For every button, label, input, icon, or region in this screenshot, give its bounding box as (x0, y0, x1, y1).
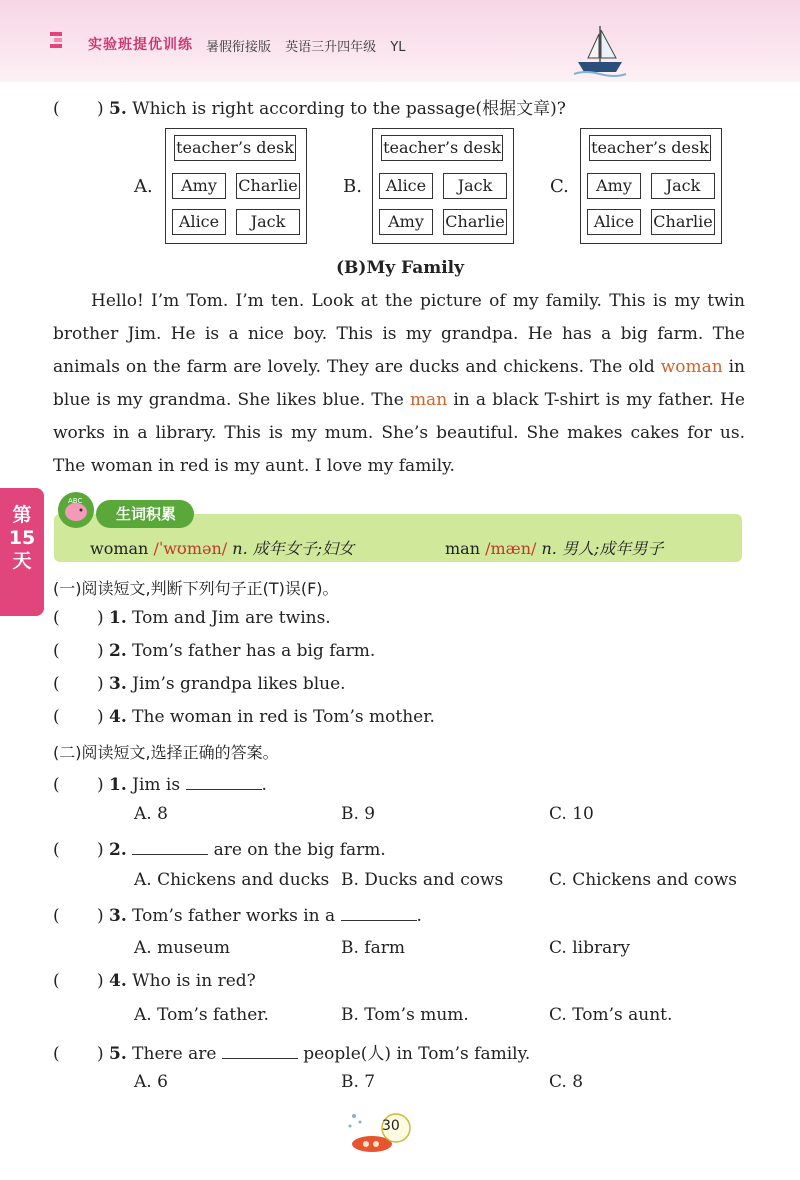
teacher-desk: teacher’s desk (381, 135, 503, 161)
seat-diagram-b[interactable] (372, 128, 514, 244)
tf-question-4: ( ) 4. The woman in red is Tom’s mother. (53, 707, 435, 727)
answer-blank[interactable]: ( ) (53, 906, 104, 926)
option-b-letter: B. (343, 176, 362, 197)
edition-label: 暑假衔接版 (206, 40, 272, 55)
seat: Alice (379, 173, 433, 199)
seat-diagram-c[interactable] (580, 128, 722, 244)
page-number: 30 (382, 1118, 400, 1134)
teacher-desk: teacher’s desk (589, 135, 711, 161)
answer-blank[interactable]: ( ) (53, 641, 104, 661)
option-a-letter: A. (134, 176, 153, 197)
submarine-icon (340, 1108, 420, 1158)
section-1-heading: (一)阅读短文,判断下列句子正(T)误(F)。 (53, 579, 339, 598)
day-tab-line1: 第 (12, 504, 32, 526)
seat: Jack (651, 173, 715, 199)
passage-title: (B)My Family (335, 258, 464, 278)
fill-blank[interactable] (222, 1042, 298, 1059)
subject-label: 英语三升四年级 (285, 40, 377, 55)
svg-text:ABC: ABC (68, 497, 83, 505)
day-tab-line2: 15 (8, 527, 36, 549)
fill-blank[interactable] (341, 904, 417, 921)
mc-question-2: ( ) 2. are on the big farm. (53, 840, 386, 860)
answer-blank[interactable]: ( ) (53, 707, 104, 727)
seat: Amy (172, 173, 226, 199)
mc2-option-c[interactable]: C. Chickens and cows (549, 870, 737, 890)
answer-blank[interactable]: ( ) (53, 608, 104, 628)
tf-question-1: ( ) 1. Tom and Jim are twins. (53, 608, 331, 628)
mc3-option-a[interactable]: A. museum (134, 938, 231, 958)
mc-question-3: ( ) 3. Tom’s father works in a . (53, 906, 422, 926)
fill-blank[interactable] (132, 838, 208, 855)
page-header (0, 0, 800, 82)
day-tab (0, 488, 44, 616)
seat: Charlie (651, 209, 715, 235)
day-tab-line3: 天 (12, 550, 32, 572)
answer-blank[interactable]: ( ) (53, 1044, 104, 1064)
answer-blank[interactable]: ( ) (53, 775, 104, 795)
mc5-option-b[interactable]: B. 7 (341, 1072, 376, 1092)
seat: Amy (379, 209, 433, 235)
code-label: YL (390, 40, 406, 55)
seat: Jack (443, 173, 507, 199)
mc3-option-c[interactable]: C. library (549, 938, 630, 958)
seat-diagram-a[interactable] (165, 128, 307, 244)
seat: Alice (587, 209, 641, 235)
sailboat-icon (570, 22, 630, 78)
vocab-label: 生词积累 (96, 500, 194, 528)
seat: Charlie (236, 173, 300, 199)
mc4-option-b[interactable]: B. Tom’s mum. (341, 1005, 469, 1025)
option-c-letter: C. (550, 176, 569, 197)
answer-blank[interactable]: ( ) (53, 99, 104, 119)
series-title: 实验班提优训练 (88, 37, 193, 53)
mc3-option-b[interactable]: B. farm (341, 938, 405, 958)
answer-blank[interactable]: ( ) (53, 840, 104, 860)
mc5-option-a[interactable]: A. 6 (134, 1072, 168, 1092)
mc-question-5: ( ) 5. There are people(人) in Tom’s family. (53, 1044, 531, 1064)
mc4-option-c[interactable]: C. Tom’s aunt. (549, 1005, 673, 1025)
answer-blank[interactable]: ( ) (53, 674, 104, 694)
mc-question-1: ( ) 1. Jim is . (53, 775, 267, 795)
seat: Charlie (443, 209, 507, 235)
seat: Alice (172, 209, 226, 235)
teacher-desk: teacher’s desk (174, 135, 296, 161)
highlight-word-woman: woman (660, 357, 723, 377)
answer-blank[interactable]: ( ) (53, 971, 104, 991)
highlight-word-man: man (409, 390, 448, 410)
question-top-5: ( ) 5. Which is right according to the passage(根据文章)? (53, 99, 566, 119)
mc4-option-a[interactable]: A. Tom’s father. (134, 1005, 269, 1025)
mc2-option-b[interactable]: B. Ducks and cows (341, 870, 504, 890)
passage-body: Hello! I’m Tom. I’m ten. Look at the picture of my family. This is my twin brother Jim. He is a nice boy. This is my grandpa. He has a big farm. The animals on the farm are lovely. They are ducks and chickens. The old woman in blue is my grandma. She likes blue. The man in a black T-shirt is my father. He works in a library. This is my mum. She’s beautiful. She makes cakes for us. The woman in red is my aunt. I love my family. (53, 291, 745, 476)
mc1-option-c[interactable]: C. 10 (549, 804, 594, 824)
tf-question-2: ( ) 2. Tom’s father has a big farm. (53, 641, 376, 661)
mc-question-4: ( ) 4. Who is in red? (53, 971, 256, 991)
section-2-heading: (二)阅读短文,选择正确的答案。 (53, 743, 279, 762)
seat: Jack (236, 209, 300, 235)
logo-icon (48, 28, 80, 52)
mc1-option-a[interactable]: A. 8 (134, 804, 168, 824)
edition-info (206, 36, 416, 55)
vocab-entry-man: man /mæn/ n. 男人;成年男子 (445, 539, 664, 558)
mc5-option-c[interactable]: C. 8 (549, 1072, 584, 1092)
vocab-entry-woman: woman /ˈwʊmən/ n. 成年女子;妇女 (90, 539, 355, 558)
mc2-option-a[interactable]: A. Chickens and ducks (134, 870, 330, 890)
tf-question-3: ( ) 3. Jim’s grandpa likes blue. (53, 674, 346, 694)
piggy-bank-icon (56, 490, 96, 530)
mc1-option-b[interactable]: B. 9 (341, 804, 376, 824)
seat: Amy (587, 173, 641, 199)
fill-blank[interactable] (186, 773, 262, 790)
